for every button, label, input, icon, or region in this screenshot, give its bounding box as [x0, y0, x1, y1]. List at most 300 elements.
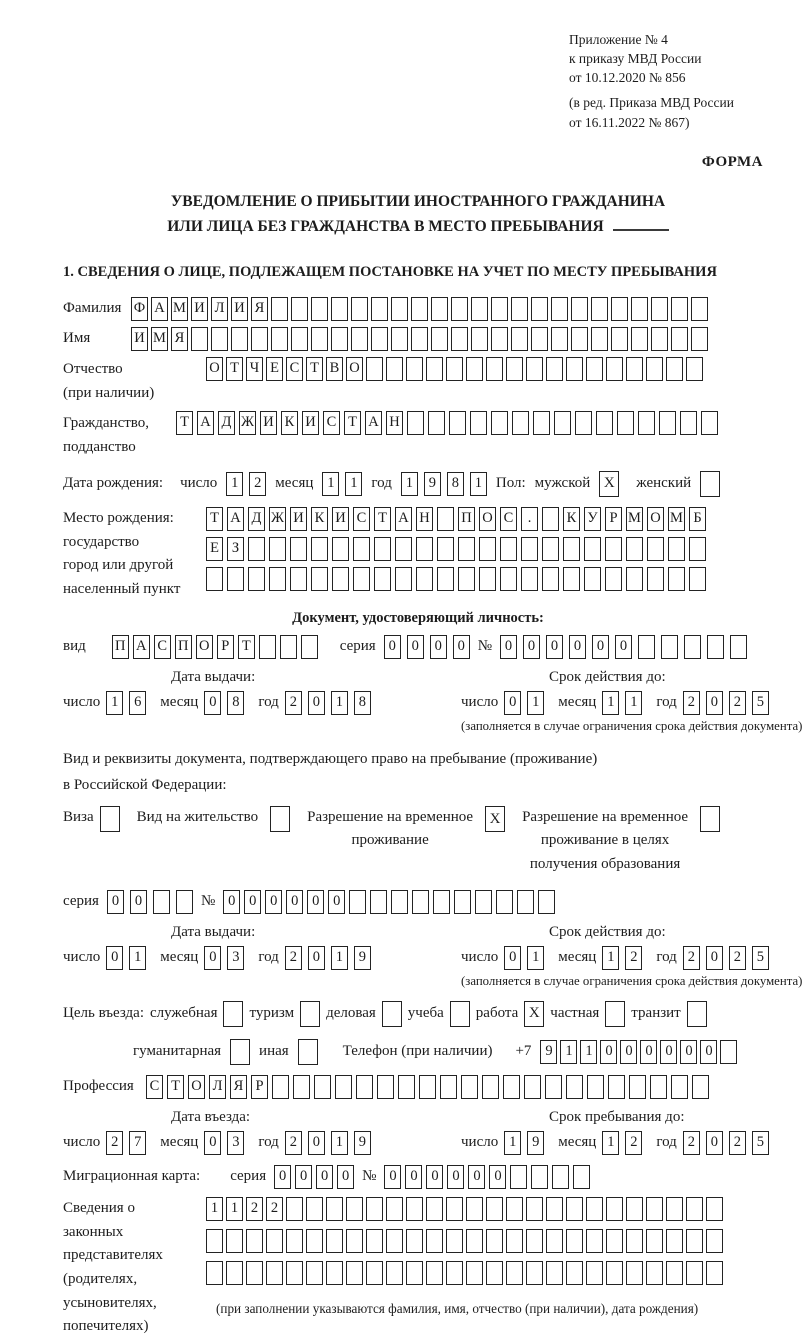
- char-cell[interactable]: [449, 411, 466, 435]
- purpose-work-checkbox[interactable]: X: [524, 1001, 544, 1027]
- char-cell[interactable]: [286, 1229, 303, 1253]
- char-cell[interactable]: [692, 1075, 709, 1099]
- char-cell[interactable]: [211, 327, 228, 351]
- char-cell[interactable]: [571, 327, 588, 351]
- char-cell[interactable]: [686, 1197, 703, 1221]
- char-cell[interactable]: 0: [204, 691, 221, 715]
- residence-permit-checkbox[interactable]: [270, 806, 290, 832]
- char-cell[interactable]: 1: [504, 1131, 521, 1155]
- char-cell[interactable]: [596, 411, 613, 435]
- char-cell[interactable]: [475, 890, 492, 914]
- char-cell[interactable]: [486, 1197, 503, 1221]
- char-cell[interactable]: М: [171, 297, 188, 321]
- char-cell[interactable]: [566, 1229, 583, 1253]
- char-cell[interactable]: 9: [424, 472, 441, 496]
- char-cell[interactable]: [521, 567, 538, 591]
- char-cell[interactable]: [286, 1197, 303, 1221]
- char-cell[interactable]: [707, 635, 724, 659]
- char-cell[interactable]: Р: [217, 635, 234, 659]
- char-cell[interactable]: [503, 1075, 520, 1099]
- char-cell[interactable]: [606, 1261, 623, 1285]
- char-cell[interactable]: [391, 297, 408, 321]
- char-cell[interactable]: 9: [527, 1131, 544, 1155]
- char-cell[interactable]: [605, 567, 622, 591]
- char-cell[interactable]: [291, 327, 308, 351]
- char-cell[interactable]: [546, 1197, 563, 1221]
- char-cell[interactable]: 2: [285, 1131, 302, 1155]
- char-cell[interactable]: П: [175, 635, 192, 659]
- char-cell[interactable]: [331, 327, 348, 351]
- char-cell[interactable]: 1: [580, 1040, 597, 1064]
- purpose-tourism-checkbox[interactable]: [300, 1001, 320, 1027]
- char-cell[interactable]: С: [146, 1075, 163, 1099]
- char-cell[interactable]: Ч: [246, 357, 263, 381]
- char-cell[interactable]: [631, 327, 648, 351]
- char-cell[interactable]: 2: [683, 1131, 700, 1155]
- char-cell[interactable]: 0: [504, 691, 521, 715]
- char-cell[interactable]: 1: [226, 472, 243, 496]
- char-cell[interactable]: С: [500, 507, 517, 531]
- char-cell[interactable]: [586, 1261, 603, 1285]
- char-cell[interactable]: 2: [285, 946, 302, 970]
- char-cell[interactable]: [511, 297, 528, 321]
- char-cell[interactable]: [331, 297, 348, 321]
- char-cell[interactable]: [591, 297, 608, 321]
- char-cell[interactable]: [466, 1261, 483, 1285]
- char-cell[interactable]: 2: [729, 691, 746, 715]
- char-cell[interactable]: [686, 1229, 703, 1253]
- char-cell[interactable]: [542, 537, 559, 561]
- char-cell[interactable]: [290, 537, 307, 561]
- char-cell[interactable]: [531, 327, 548, 351]
- char-cell[interactable]: О: [196, 635, 213, 659]
- char-cell[interactable]: [374, 537, 391, 561]
- char-cell[interactable]: М: [626, 507, 643, 531]
- char-cell[interactable]: [335, 1075, 352, 1099]
- char-cell[interactable]: [227, 567, 244, 591]
- char-cell[interactable]: [706, 1261, 723, 1285]
- temp-residence-checkbox[interactable]: X: [485, 806, 505, 832]
- char-cell[interactable]: Е: [266, 357, 283, 381]
- char-cell[interactable]: [573, 1165, 590, 1189]
- char-cell[interactable]: 2: [625, 1131, 642, 1155]
- char-cell[interactable]: [506, 1229, 523, 1253]
- char-cell[interactable]: [391, 890, 408, 914]
- char-cell[interactable]: [526, 357, 543, 381]
- char-cell[interactable]: И: [131, 327, 148, 351]
- char-cell[interactable]: 0: [592, 635, 609, 659]
- char-cell[interactable]: О: [206, 357, 223, 381]
- char-cell[interactable]: [446, 1261, 463, 1285]
- sex-male-checkbox[interactable]: X: [599, 471, 619, 497]
- char-cell[interactable]: 0: [328, 890, 345, 914]
- char-cell[interactable]: 0: [523, 635, 540, 659]
- char-cell[interactable]: [647, 537, 664, 561]
- char-cell[interactable]: Т: [238, 635, 255, 659]
- char-cell[interactable]: [406, 357, 423, 381]
- char-cell[interactable]: [491, 327, 508, 351]
- char-cell[interactable]: 0: [407, 635, 424, 659]
- char-cell[interactable]: 1: [226, 1197, 243, 1221]
- char-cell[interactable]: [326, 1261, 343, 1285]
- char-cell[interactable]: [428, 411, 445, 435]
- char-cell[interactable]: С: [286, 357, 303, 381]
- char-cell[interactable]: [646, 1261, 663, 1285]
- char-cell[interactable]: [671, 297, 688, 321]
- char-cell[interactable]: 2: [285, 691, 302, 715]
- char-cell[interactable]: Б: [689, 507, 706, 531]
- purpose-humanitarian-checkbox[interactable]: [230, 1039, 250, 1065]
- char-cell[interactable]: 0: [405, 1165, 422, 1189]
- char-cell[interactable]: И: [231, 297, 248, 321]
- char-cell[interactable]: М: [668, 507, 685, 531]
- char-cell[interactable]: Ж: [239, 411, 256, 435]
- char-cell[interactable]: 1: [602, 1131, 619, 1155]
- char-cell[interactable]: [246, 1261, 263, 1285]
- char-cell[interactable]: 0: [600, 1040, 617, 1064]
- char-cell[interactable]: [371, 327, 388, 351]
- char-cell[interactable]: 2: [625, 946, 642, 970]
- char-cell[interactable]: 1: [129, 946, 146, 970]
- char-cell[interactable]: [269, 567, 286, 591]
- char-cell[interactable]: 0: [706, 691, 723, 715]
- char-cell[interactable]: [366, 1229, 383, 1253]
- char-cell[interactable]: Е: [206, 537, 223, 561]
- char-cell[interactable]: 0: [223, 890, 240, 914]
- char-cell[interactable]: [586, 1229, 603, 1253]
- char-cell[interactable]: [701, 411, 718, 435]
- char-cell[interactable]: [587, 1075, 604, 1099]
- char-cell[interactable]: [301, 635, 318, 659]
- char-cell[interactable]: [351, 297, 368, 321]
- char-cell[interactable]: [437, 507, 454, 531]
- temp-residence-edu-checkbox[interactable]: [700, 806, 720, 832]
- char-cell[interactable]: Д: [248, 507, 265, 531]
- char-cell[interactable]: [226, 1261, 243, 1285]
- char-cell[interactable]: [511, 327, 528, 351]
- char-cell[interactable]: [608, 1075, 625, 1099]
- char-cell[interactable]: [466, 1197, 483, 1221]
- char-cell[interactable]: [433, 890, 450, 914]
- char-cell[interactable]: 0: [426, 1165, 443, 1189]
- char-cell[interactable]: [386, 1261, 403, 1285]
- char-cell[interactable]: [691, 327, 708, 351]
- char-cell[interactable]: [650, 1075, 667, 1099]
- char-cell[interactable]: 0: [569, 635, 586, 659]
- char-cell[interactable]: [426, 1197, 443, 1221]
- char-cell[interactable]: [326, 1197, 343, 1221]
- char-cell[interactable]: [686, 357, 703, 381]
- char-cell[interactable]: [552, 1165, 569, 1189]
- char-cell[interactable]: 8: [447, 472, 464, 496]
- char-cell[interactable]: [605, 537, 622, 561]
- char-cell[interactable]: [486, 1261, 503, 1285]
- char-cell[interactable]: С: [154, 635, 171, 659]
- char-cell[interactable]: [706, 1197, 723, 1221]
- char-cell[interactable]: [546, 1229, 563, 1253]
- char-cell[interactable]: 1: [106, 691, 123, 715]
- char-cell[interactable]: Я: [251, 297, 268, 321]
- char-cell[interactable]: [566, 1197, 583, 1221]
- char-cell[interactable]: [176, 890, 193, 914]
- char-cell[interactable]: [659, 411, 676, 435]
- char-cell[interactable]: А: [227, 507, 244, 531]
- char-cell[interactable]: [566, 1261, 583, 1285]
- char-cell[interactable]: [351, 327, 368, 351]
- purpose-transit-checkbox[interactable]: [687, 1001, 707, 1027]
- char-cell[interactable]: [271, 327, 288, 351]
- char-cell[interactable]: К: [281, 411, 298, 435]
- char-cell[interactable]: [730, 635, 747, 659]
- char-cell[interactable]: [446, 1197, 463, 1221]
- char-cell[interactable]: [311, 297, 328, 321]
- char-cell[interactable]: [226, 1229, 243, 1253]
- char-cell[interactable]: [269, 537, 286, 561]
- char-cell[interactable]: [206, 1261, 223, 1285]
- char-cell[interactable]: [563, 567, 580, 591]
- char-cell[interactable]: Т: [176, 411, 193, 435]
- char-cell[interactable]: Ф: [131, 297, 148, 321]
- char-cell[interactable]: [411, 297, 428, 321]
- char-cell[interactable]: 0: [316, 1165, 333, 1189]
- char-cell[interactable]: [651, 327, 668, 351]
- char-cell[interactable]: [386, 357, 403, 381]
- char-cell[interactable]: 0: [204, 1131, 221, 1155]
- char-cell[interactable]: 1: [401, 472, 418, 496]
- char-cell[interactable]: [533, 411, 550, 435]
- char-cell[interactable]: [584, 567, 601, 591]
- char-cell[interactable]: [510, 1165, 527, 1189]
- char-cell[interactable]: 2: [106, 1131, 123, 1155]
- char-cell[interactable]: А: [133, 635, 150, 659]
- char-cell[interactable]: 0: [680, 1040, 697, 1064]
- char-cell[interactable]: [479, 567, 496, 591]
- char-cell[interactable]: Л: [209, 1075, 226, 1099]
- purpose-official-checkbox[interactable]: [223, 1001, 243, 1027]
- char-cell[interactable]: [491, 411, 508, 435]
- char-cell[interactable]: [531, 297, 548, 321]
- char-cell[interactable]: Т: [226, 357, 243, 381]
- char-cell[interactable]: [684, 635, 701, 659]
- char-cell[interactable]: [566, 357, 583, 381]
- char-cell[interactable]: 2: [683, 691, 700, 715]
- char-cell[interactable]: 3: [227, 946, 244, 970]
- char-cell[interactable]: [386, 1229, 403, 1253]
- char-cell[interactable]: [246, 1229, 263, 1253]
- char-cell[interactable]: [395, 567, 412, 591]
- char-cell[interactable]: [666, 357, 683, 381]
- char-cell[interactable]: [661, 635, 678, 659]
- char-cell[interactable]: [506, 1261, 523, 1285]
- char-cell[interactable]: А: [395, 507, 412, 531]
- char-cell[interactable]: 2: [683, 946, 700, 970]
- char-cell[interactable]: 0: [500, 635, 517, 659]
- char-cell[interactable]: И: [290, 507, 307, 531]
- char-cell[interactable]: [311, 537, 328, 561]
- char-cell[interactable]: 0: [447, 1165, 464, 1189]
- char-cell[interactable]: [386, 1197, 403, 1221]
- char-cell[interactable]: 0: [286, 890, 303, 914]
- char-cell[interactable]: 1: [331, 1131, 348, 1155]
- char-cell[interactable]: 7: [129, 1131, 146, 1155]
- char-cell[interactable]: [666, 1197, 683, 1221]
- char-cell[interactable]: [470, 411, 487, 435]
- char-cell[interactable]: [412, 890, 429, 914]
- char-cell[interactable]: Т: [344, 411, 361, 435]
- char-cell[interactable]: [680, 411, 697, 435]
- char-cell[interactable]: Я: [171, 327, 188, 351]
- char-cell[interactable]: [290, 567, 307, 591]
- char-cell[interactable]: [646, 357, 663, 381]
- char-cell[interactable]: 0: [615, 635, 632, 659]
- char-cell[interactable]: 0: [204, 946, 221, 970]
- char-cell[interactable]: [546, 1261, 563, 1285]
- char-cell[interactable]: 1: [602, 691, 619, 715]
- char-cell[interactable]: [671, 327, 688, 351]
- char-cell[interactable]: [259, 635, 276, 659]
- char-cell[interactable]: [406, 1197, 423, 1221]
- purpose-business-checkbox[interactable]: [382, 1001, 402, 1027]
- char-cell[interactable]: [554, 411, 571, 435]
- char-cell[interactable]: 5: [752, 691, 769, 715]
- char-cell[interactable]: Д: [218, 411, 235, 435]
- char-cell[interactable]: [563, 537, 580, 561]
- char-cell[interactable]: 0: [384, 1165, 401, 1189]
- char-cell[interactable]: 0: [130, 890, 147, 914]
- char-cell[interactable]: [272, 1075, 289, 1099]
- char-cell[interactable]: 1: [602, 946, 619, 970]
- sex-female-checkbox[interactable]: [700, 471, 720, 497]
- char-cell[interactable]: З: [227, 537, 244, 561]
- char-cell[interactable]: О: [346, 357, 363, 381]
- char-cell[interactable]: 0: [660, 1040, 677, 1064]
- char-cell[interactable]: [689, 537, 706, 561]
- char-cell[interactable]: 2: [729, 946, 746, 970]
- char-cell[interactable]: [326, 1229, 343, 1253]
- char-cell[interactable]: [591, 327, 608, 351]
- char-cell[interactable]: [266, 1261, 283, 1285]
- char-cell[interactable]: К: [563, 507, 580, 531]
- char-cell[interactable]: Р: [251, 1075, 268, 1099]
- char-cell[interactable]: [606, 357, 623, 381]
- char-cell[interactable]: 0: [308, 946, 325, 970]
- char-cell[interactable]: [311, 567, 328, 591]
- char-cell[interactable]: [646, 1229, 663, 1253]
- char-cell[interactable]: Ж: [269, 507, 286, 531]
- char-cell[interactable]: 9: [354, 1131, 371, 1155]
- char-cell[interactable]: [491, 297, 508, 321]
- char-cell[interactable]: Т: [374, 507, 391, 531]
- char-cell[interactable]: Р: [605, 507, 622, 531]
- char-cell[interactable]: [251, 327, 268, 351]
- char-cell[interactable]: [551, 297, 568, 321]
- char-cell[interactable]: Т: [306, 357, 323, 381]
- char-cell[interactable]: [314, 1075, 331, 1099]
- char-cell[interactable]: [526, 1229, 543, 1253]
- char-cell[interactable]: 5: [752, 1131, 769, 1155]
- char-cell[interactable]: 6: [129, 691, 146, 715]
- char-cell[interactable]: 0: [265, 890, 282, 914]
- char-cell[interactable]: [206, 567, 223, 591]
- char-cell[interactable]: [526, 1197, 543, 1221]
- char-cell[interactable]: Л: [211, 297, 228, 321]
- char-cell[interactable]: [586, 357, 603, 381]
- char-cell[interactable]: 2: [266, 1197, 283, 1221]
- char-cell[interactable]: [517, 890, 534, 914]
- char-cell[interactable]: [271, 297, 288, 321]
- char-cell[interactable]: [512, 411, 529, 435]
- char-cell[interactable]: 0: [307, 890, 324, 914]
- char-cell[interactable]: [266, 1229, 283, 1253]
- char-cell[interactable]: [398, 1075, 415, 1099]
- char-cell[interactable]: [461, 1075, 478, 1099]
- char-cell[interactable]: [566, 1075, 583, 1099]
- char-cell[interactable]: Т: [167, 1075, 184, 1099]
- char-cell[interactable]: [446, 1229, 463, 1253]
- char-cell[interactable]: [291, 297, 308, 321]
- char-cell[interactable]: [671, 1075, 688, 1099]
- char-cell[interactable]: [500, 537, 517, 561]
- visa-checkbox[interactable]: [100, 806, 120, 832]
- char-cell[interactable]: 1: [345, 472, 362, 496]
- char-cell[interactable]: [486, 1229, 503, 1253]
- char-cell[interactable]: [611, 297, 628, 321]
- char-cell[interactable]: [606, 1197, 623, 1221]
- char-cell[interactable]: [306, 1197, 323, 1221]
- char-cell[interactable]: [575, 411, 592, 435]
- char-cell[interactable]: [374, 567, 391, 591]
- char-cell[interactable]: [346, 1261, 363, 1285]
- purpose-other-checkbox[interactable]: [298, 1039, 318, 1065]
- char-cell[interactable]: [458, 567, 475, 591]
- char-cell[interactable]: [431, 297, 448, 321]
- char-cell[interactable]: 0: [489, 1165, 506, 1189]
- char-cell[interactable]: [631, 297, 648, 321]
- char-cell[interactable]: 1: [331, 691, 348, 715]
- char-cell[interactable]: И: [191, 297, 208, 321]
- char-cell[interactable]: М: [151, 327, 168, 351]
- char-cell[interactable]: 9: [540, 1040, 557, 1064]
- char-cell[interactable]: О: [647, 507, 664, 531]
- char-cell[interactable]: 8: [354, 691, 371, 715]
- char-cell[interactable]: 0: [107, 890, 124, 914]
- char-cell[interactable]: 0: [295, 1165, 312, 1189]
- char-cell[interactable]: 0: [453, 635, 470, 659]
- char-cell[interactable]: [437, 537, 454, 561]
- char-cell[interactable]: С: [353, 507, 370, 531]
- char-cell[interactable]: [391, 327, 408, 351]
- char-cell[interactable]: [332, 537, 349, 561]
- char-cell[interactable]: А: [151, 297, 168, 321]
- char-cell[interactable]: 2: [249, 472, 266, 496]
- char-cell[interactable]: [395, 537, 412, 561]
- char-cell[interactable]: [521, 537, 538, 561]
- char-cell[interactable]: 0: [706, 1131, 723, 1155]
- char-cell[interactable]: К: [311, 507, 328, 531]
- char-cell[interactable]: У: [584, 507, 601, 531]
- purpose-private-checkbox[interactable]: [605, 1001, 625, 1027]
- char-cell[interactable]: [231, 327, 248, 351]
- char-cell[interactable]: А: [365, 411, 382, 435]
- char-cell[interactable]: [311, 327, 328, 351]
- char-cell[interactable]: [346, 1229, 363, 1253]
- char-cell[interactable]: [666, 1229, 683, 1253]
- char-cell[interactable]: Т: [206, 507, 223, 531]
- char-cell[interactable]: [617, 411, 634, 435]
- char-cell[interactable]: [370, 890, 387, 914]
- char-cell[interactable]: В: [326, 357, 343, 381]
- char-cell[interactable]: 0: [504, 946, 521, 970]
